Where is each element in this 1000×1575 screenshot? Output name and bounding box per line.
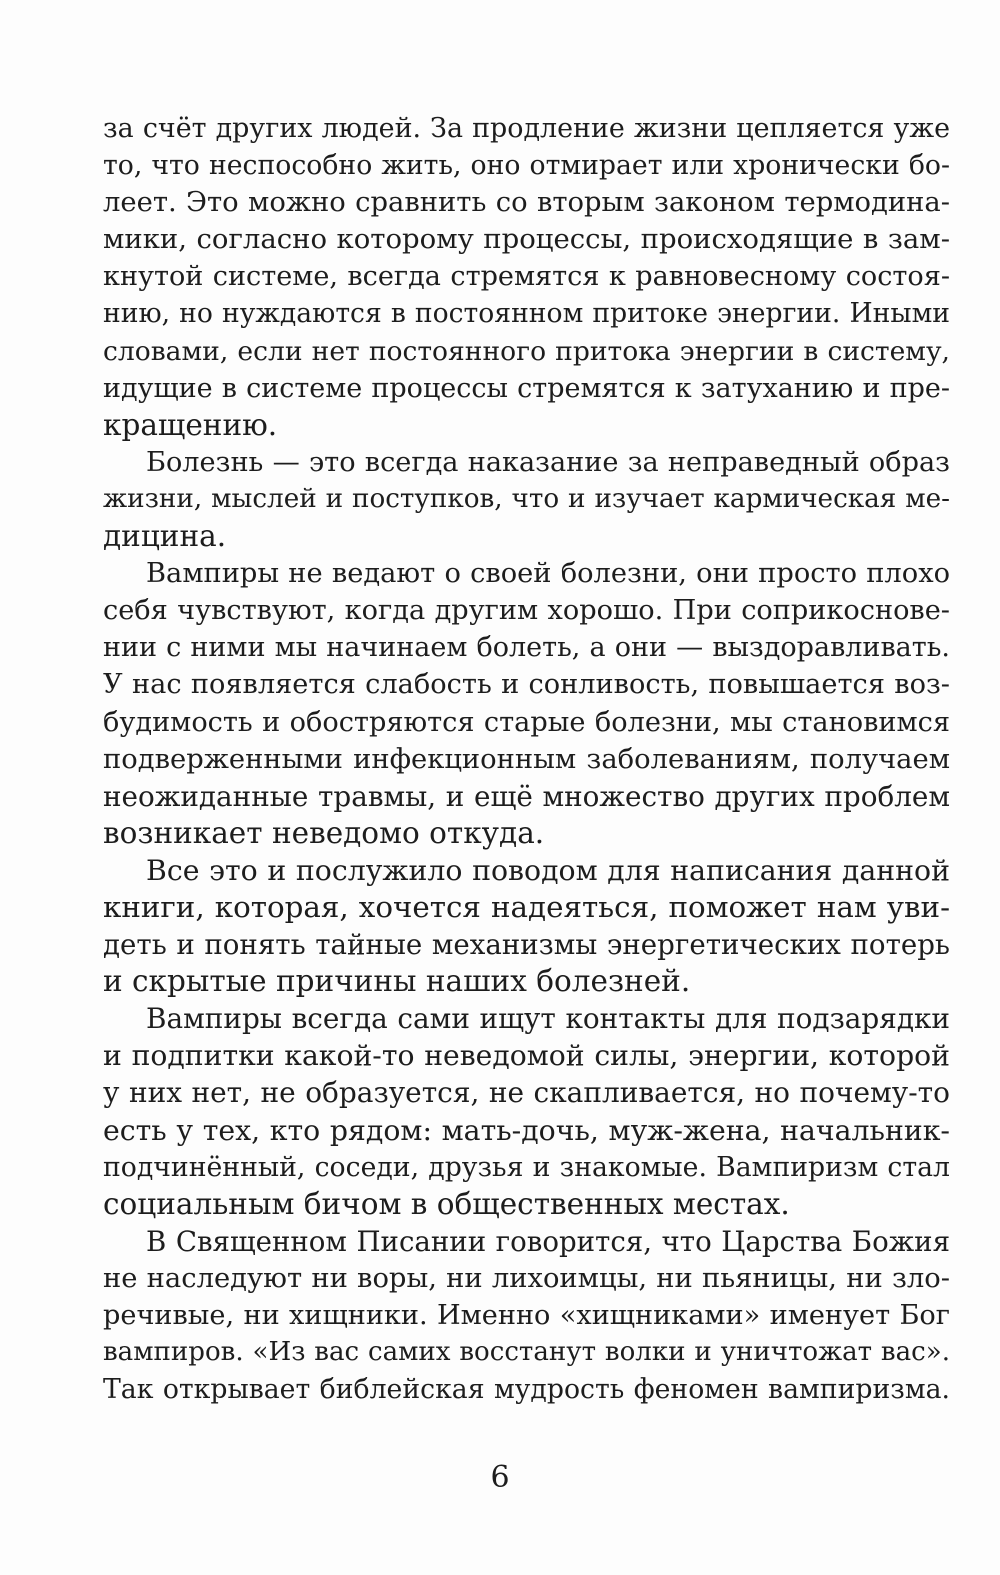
- text-line: У нас появляется слабость и сонливость, повышается воз-: [103, 669, 950, 701]
- text-line: возникает неведомо откуда.: [103, 815, 545, 850]
- text-line: идущие в системе процессы стремятся к затуханию и пре-: [103, 372, 950, 404]
- text-line: Болезнь — это всегда наказание за неправедный образ: [146, 446, 950, 478]
- paragraph: [103, 110, 950, 444]
- text-line: то, что неспособно жить, оно отмирает или хронически бо-: [103, 150, 950, 182]
- text-line: социальным бичом в общественных местах.: [103, 1186, 790, 1221]
- paragraph: [103, 852, 950, 1000]
- text-line: за счёт других людей. За продление жизни цепляется уже: [103, 113, 950, 144]
- text-line: и скрытые причины наших болезней.: [103, 964, 691, 999]
- text-line: будимость и обостряются старые болезни, мы становимся: [103, 706, 950, 738]
- text-line: речивые, ни хищники. Именно «хищниками» именует Бог: [103, 1300, 950, 1331]
- text-line: подверженными инфекционным заболеваниям, получаем: [103, 743, 950, 775]
- text-line: Вампиры не ведают о своей болезни, они просто плохо: [146, 558, 950, 590]
- text-line: кнутой системе, всегда стремятся к равновесному состоя-: [103, 261, 950, 293]
- text-line: мики, согласно которому процессы, происходящие в зам-: [103, 223, 950, 256]
- text-line: неожиданные травмы, и ещё множество других проблем: [103, 779, 950, 813]
- paragraph: [103, 555, 950, 852]
- text-line: жизни, мыслей и поступков, что и изучает кармическая ме-: [103, 483, 950, 514]
- text-line: Все это и послужило поводом для написания данной: [146, 853, 950, 887]
- text-line: не наследуют ни воры, ни лихоимцы, ни пьяницы, ни зло-: [103, 1262, 950, 1294]
- text-line: кращению.: [103, 407, 278, 442]
- text-line: Так открывает библейская мудрость феномен вампиризма.: [103, 1374, 950, 1406]
- text-line: вампиров. «Из вас самих восстанут волки и уничтожат вас».: [103, 1337, 950, 1368]
- text-line: есть у тех, кто рядом: мать-дочь, муж-жена, начальник-: [103, 1113, 950, 1147]
- text-line: словами, если нет постоянного притока энергии в систему,: [103, 335, 950, 367]
- text-line: книги, которая, хочется надеяться, поможет нам уви-: [103, 889, 950, 924]
- text-line: леет. Это можно сравнить со вторым законом термодина-: [103, 187, 950, 219]
- paragraph: [103, 1000, 950, 1223]
- text-line: у них нет, не образуется, не скапливается, но почему-то: [103, 1076, 950, 1110]
- text-line: подчинённый, соседи, друзья и знакомые. Вампиризм стал: [103, 1151, 950, 1183]
- text-line: В Священном Писании говорится, что Царства Божия: [146, 1224, 950, 1258]
- page-number: 6: [490, 1460, 510, 1495]
- text-line: Вампиры всегда сами ищут контакты для подзарядки: [146, 1002, 950, 1036]
- text-line: нию, но нуждаются в постоянном притоке энергии. Иными: [103, 298, 950, 330]
- text-line: деть и понять тайные механизмы энергетических потерь: [103, 928, 950, 962]
- text-line: дицина.: [103, 519, 227, 554]
- text-line: нии с ними мы начинаем болеть, а они — выздоравливать.: [103, 632, 950, 664]
- paragraph: [103, 1223, 950, 1408]
- body-text: [103, 110, 950, 1408]
- paragraph: [103, 444, 950, 555]
- text-line: и подпитки какой-то неведомой силы, энергии, которой: [103, 1039, 950, 1073]
- text-line: себя чувствуют, когда другим хорошо. При соприкоснове-: [103, 595, 950, 627]
